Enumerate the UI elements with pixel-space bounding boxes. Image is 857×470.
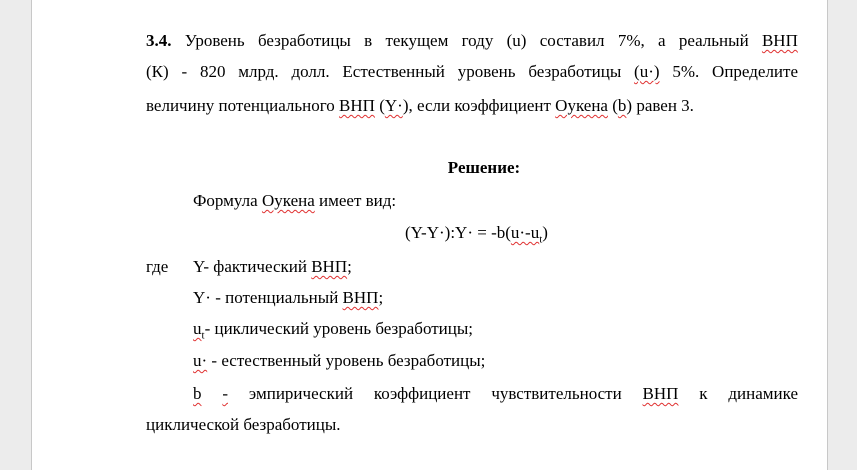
word: млрд. <box>238 62 279 81</box>
text: - естественный уровень безработицы; <box>207 351 486 370</box>
word: в <box>364 31 373 50</box>
definition-b-line-1 <box>193 383 798 405</box>
word: уровень <box>457 62 516 81</box>
text: ( <box>607 96 618 115</box>
text: u·-u <box>510 223 540 242</box>
solution-heading <box>32 157 857 179</box>
problem-line-3 <box>146 95 694 117</box>
definition-u-natural <box>193 350 485 372</box>
text: циклической безработицы. <box>146 415 341 434</box>
formula <box>405 222 548 244</box>
subscript: t <box>201 329 205 342</box>
text: ) равен 3. <box>626 96 694 115</box>
word: Уровень <box>184 31 245 50</box>
word: - <box>222 384 228 403</box>
word: Естественный <box>342 62 445 81</box>
symbol: Y· <box>384 96 403 115</box>
symbol: b <box>617 96 627 115</box>
gnp-word: ВНП <box>311 257 348 276</box>
formula-u <box>510 223 543 246</box>
document-page <box>31 0 828 470</box>
oukena-word: Оукена <box>555 96 608 115</box>
problem-number: 3.4. <box>146 31 172 50</box>
word: b <box>193 384 202 403</box>
word: чувствительности <box>491 384 622 403</box>
definition-y-potential <box>193 287 383 309</box>
word: - <box>181 62 188 81</box>
word: текущем <box>385 31 449 50</box>
word: 820 <box>199 62 226 81</box>
subscript: t <box>539 233 543 246</box>
word: (u·) <box>634 62 660 81</box>
text: ; <box>347 257 352 276</box>
text: ( <box>374 96 385 115</box>
where-label <box>146 256 168 278</box>
word: ВНП <box>761 31 798 50</box>
text: Y- фактический <box>193 257 312 276</box>
text: ; <box>378 288 384 307</box>
definition-b-line-2 <box>146 414 341 436</box>
oukena-word: Оукена <box>261 191 315 210</box>
word: (К) <box>146 62 169 81</box>
word: Определите <box>712 62 798 81</box>
word: реальный <box>678 31 749 50</box>
problem-line-2 <box>146 61 798 83</box>
word: динамике <box>728 384 798 403</box>
gnp-word: ВНП <box>339 96 375 115</box>
word: безработицы <box>528 62 622 81</box>
formula-intro <box>193 190 396 212</box>
text: Формула <box>193 191 262 210</box>
word: долл. <box>291 62 330 81</box>
heading-text: Решение: <box>447 158 521 177</box>
word: (u) <box>506 31 527 50</box>
word: 7%, <box>617 31 645 50</box>
symbol: u· <box>193 351 208 370</box>
word: к <box>699 384 708 403</box>
text: ) <box>542 223 548 242</box>
word: эмпирический <box>248 384 354 403</box>
word: а <box>658 31 666 50</box>
word: составил <box>539 31 605 50</box>
word: ВНП <box>642 384 679 403</box>
text: - циклический уровень безработицы; <box>204 319 473 338</box>
ut-symbol <box>193 319 205 342</box>
word: году <box>461 31 494 50</box>
text: (Y-Y·):Y· = -b( <box>405 223 511 242</box>
text: имеет вид: <box>314 191 397 210</box>
text: Y· - потенциальный <box>193 288 343 307</box>
text: где <box>146 257 169 276</box>
word: 5%. <box>672 62 700 81</box>
gnp-word: ВНП <box>342 288 379 307</box>
text: величину потенциального <box>146 96 340 115</box>
text: ), если коэффициент <box>402 96 556 115</box>
text: u <box>193 319 202 338</box>
definition-ut <box>193 318 473 340</box>
word: коэффициент <box>373 384 471 403</box>
definition-y <box>193 256 352 278</box>
word: безработицы <box>257 31 351 50</box>
problem-line-1 <box>146 30 798 52</box>
